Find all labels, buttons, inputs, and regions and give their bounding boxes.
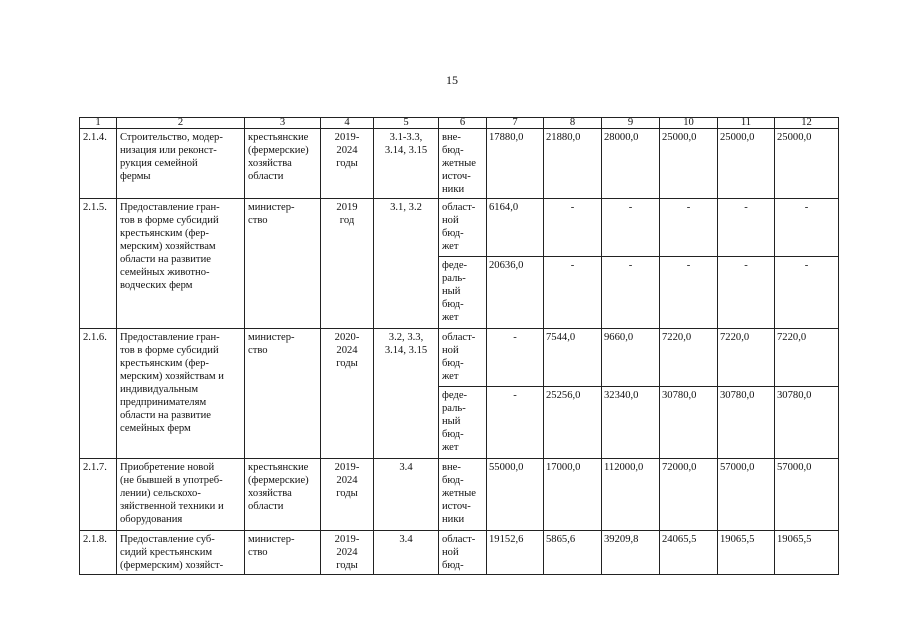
column-number-header: 9 [602, 118, 660, 129]
column-number-header: 6 [439, 118, 487, 129]
measure-code-cell: 2.1.7. [80, 459, 117, 531]
funding-source-cell: област- ной бюд- [439, 531, 487, 575]
amount-cell: 25000,0 [775, 129, 839, 199]
executor-cell: крестьянские (фермерские) хозяйства области [245, 459, 321, 531]
amount-cell: - [487, 329, 544, 387]
amount-cell: - [775, 257, 839, 329]
executor-cell: министер- ство [245, 531, 321, 575]
amount-cell: - [718, 199, 775, 257]
header-row [80, 118, 839, 129]
amount-cell: 112000,0 [602, 459, 660, 531]
measure-name-cell: Предоставление гран- тов в форме субсидий крестьянским (фер- мерским) хозяйствам области на развитие семейных животно- водческих ферм [117, 199, 245, 329]
years-cell: 2019 год [321, 199, 374, 329]
amount-cell: 5865,6 [544, 531, 602, 575]
amount-cell: 7220,0 [660, 329, 718, 387]
indicators-cell: 3.1, 3.2 [374, 199, 439, 329]
amount-cell: 30780,0 [718, 387, 775, 459]
indicators-cell: 3.2, 3.3, 3.14, 3.15 [374, 329, 439, 459]
amount-cell: 19065,5 [775, 531, 839, 575]
column-number-header: 7 [487, 118, 544, 129]
amount-cell: 7544,0 [544, 329, 602, 387]
funding-source-cell: вне- бюд- жетные источ- ники [439, 459, 487, 531]
amount-cell: 57000,0 [775, 459, 839, 531]
funding-source-cell: феде- раль- ный бюд- жет [439, 387, 487, 459]
amount-cell: 39209,8 [602, 531, 660, 575]
measure-name-cell: Строительство, модер- низация или реконст- рукция семейной фермы [117, 129, 245, 199]
amount-cell: 32340,0 [602, 387, 660, 459]
funding-source-cell: област- ной бюд- жет [439, 329, 487, 387]
amount-cell: - [602, 257, 660, 329]
table-row [80, 129, 839, 199]
amount-cell: 17000,0 [544, 459, 602, 531]
amount-cell: 19065,5 [718, 531, 775, 575]
executor-cell: министер- ство [245, 199, 321, 329]
column-number-header: 2 [117, 118, 245, 129]
executor-cell: крестьянские (фермерские) хозяйства области [245, 129, 321, 199]
program-measures-table [79, 117, 839, 575]
amount-cell: 30780,0 [660, 387, 718, 459]
amount-cell: 25256,0 [544, 387, 602, 459]
measure-name-cell: Приобретение новой (не бывшей в употреб- лении) сельскохо- зяйственной техники и оборудования [117, 459, 245, 531]
indicators-cell: 3.1-3.3, 3.14, 3.15 [374, 129, 439, 199]
amount-cell: - [775, 199, 839, 257]
measure-name-cell: Предоставление гран- тов в форме субсидий крестьянским (фер- мерским) хозяйствам и индивидуальным предпринимателям области на развитие семейных ферм [117, 329, 245, 459]
amount-cell: 17880,0 [487, 129, 544, 199]
amount-cell: 19152,6 [487, 531, 544, 575]
amount-cell: 21880,0 [544, 129, 602, 199]
column-number-header: 3 [245, 118, 321, 129]
column-number-header: 8 [544, 118, 602, 129]
amount-cell: - [660, 199, 718, 257]
measure-code-cell: 2.1.5. [80, 199, 117, 329]
amount-cell: 20636,0 [487, 257, 544, 329]
table-row [80, 329, 839, 387]
amount-cell: - [487, 387, 544, 459]
column-number-header: 1 [80, 118, 117, 129]
amount-cell: 55000,0 [487, 459, 544, 531]
amount-cell: 6164,0 [487, 199, 544, 257]
table-row [80, 199, 839, 257]
amount-cell: - [544, 257, 602, 329]
column-number-header: 10 [660, 118, 718, 129]
column-number-header: 4 [321, 118, 374, 129]
years-cell: 2019- 2024 годы [321, 129, 374, 199]
amount-cell: 30780,0 [775, 387, 839, 459]
years-cell: 2020- 2024 годы [321, 329, 374, 459]
amount-cell: 57000,0 [718, 459, 775, 531]
measure-code-cell: 2.1.8. [80, 531, 117, 575]
indicators-cell: 3.4 [374, 531, 439, 575]
measure-code-cell: 2.1.4. [80, 129, 117, 199]
measure-name-cell: Предоставление суб- сидий крестьянским (фермерским) хозяйст- [117, 531, 245, 575]
column-number-header: 5 [374, 118, 439, 129]
table-row [80, 531, 839, 575]
years-cell: 2019- 2024 годы [321, 531, 374, 575]
amount-cell: - [544, 199, 602, 257]
amount-cell: 72000,0 [660, 459, 718, 531]
amount-cell: - [660, 257, 718, 329]
measure-code-cell: 2.1.6. [80, 329, 117, 459]
indicators-cell: 3.4 [374, 459, 439, 531]
table-row [80, 459, 839, 531]
amount-cell: 9660,0 [602, 329, 660, 387]
executor-cell: министер- ство [245, 329, 321, 459]
page-number: 15 [446, 73, 458, 87]
years-cell: 2019- 2024 годы [321, 459, 374, 531]
amount-cell: 7220,0 [775, 329, 839, 387]
amount-cell: - [718, 257, 775, 329]
amount-cell: 25000,0 [718, 129, 775, 199]
funding-source-cell: вне- бюд- жетные источ- ники [439, 129, 487, 199]
amount-cell: - [602, 199, 660, 257]
amount-cell: 25000,0 [660, 129, 718, 199]
amount-cell: 28000,0 [602, 129, 660, 199]
funding-source-cell: област- ной бюд- жет [439, 199, 487, 257]
funding-source-cell: феде- раль- ный бюд- жет [439, 257, 487, 329]
column-number-header: 12 [775, 118, 839, 129]
amount-cell: 7220,0 [718, 329, 775, 387]
column-number-header: 11 [718, 118, 775, 129]
program-table-container [79, 117, 839, 585]
table-body [80, 118, 839, 575]
amount-cell: 24065,5 [660, 531, 718, 575]
